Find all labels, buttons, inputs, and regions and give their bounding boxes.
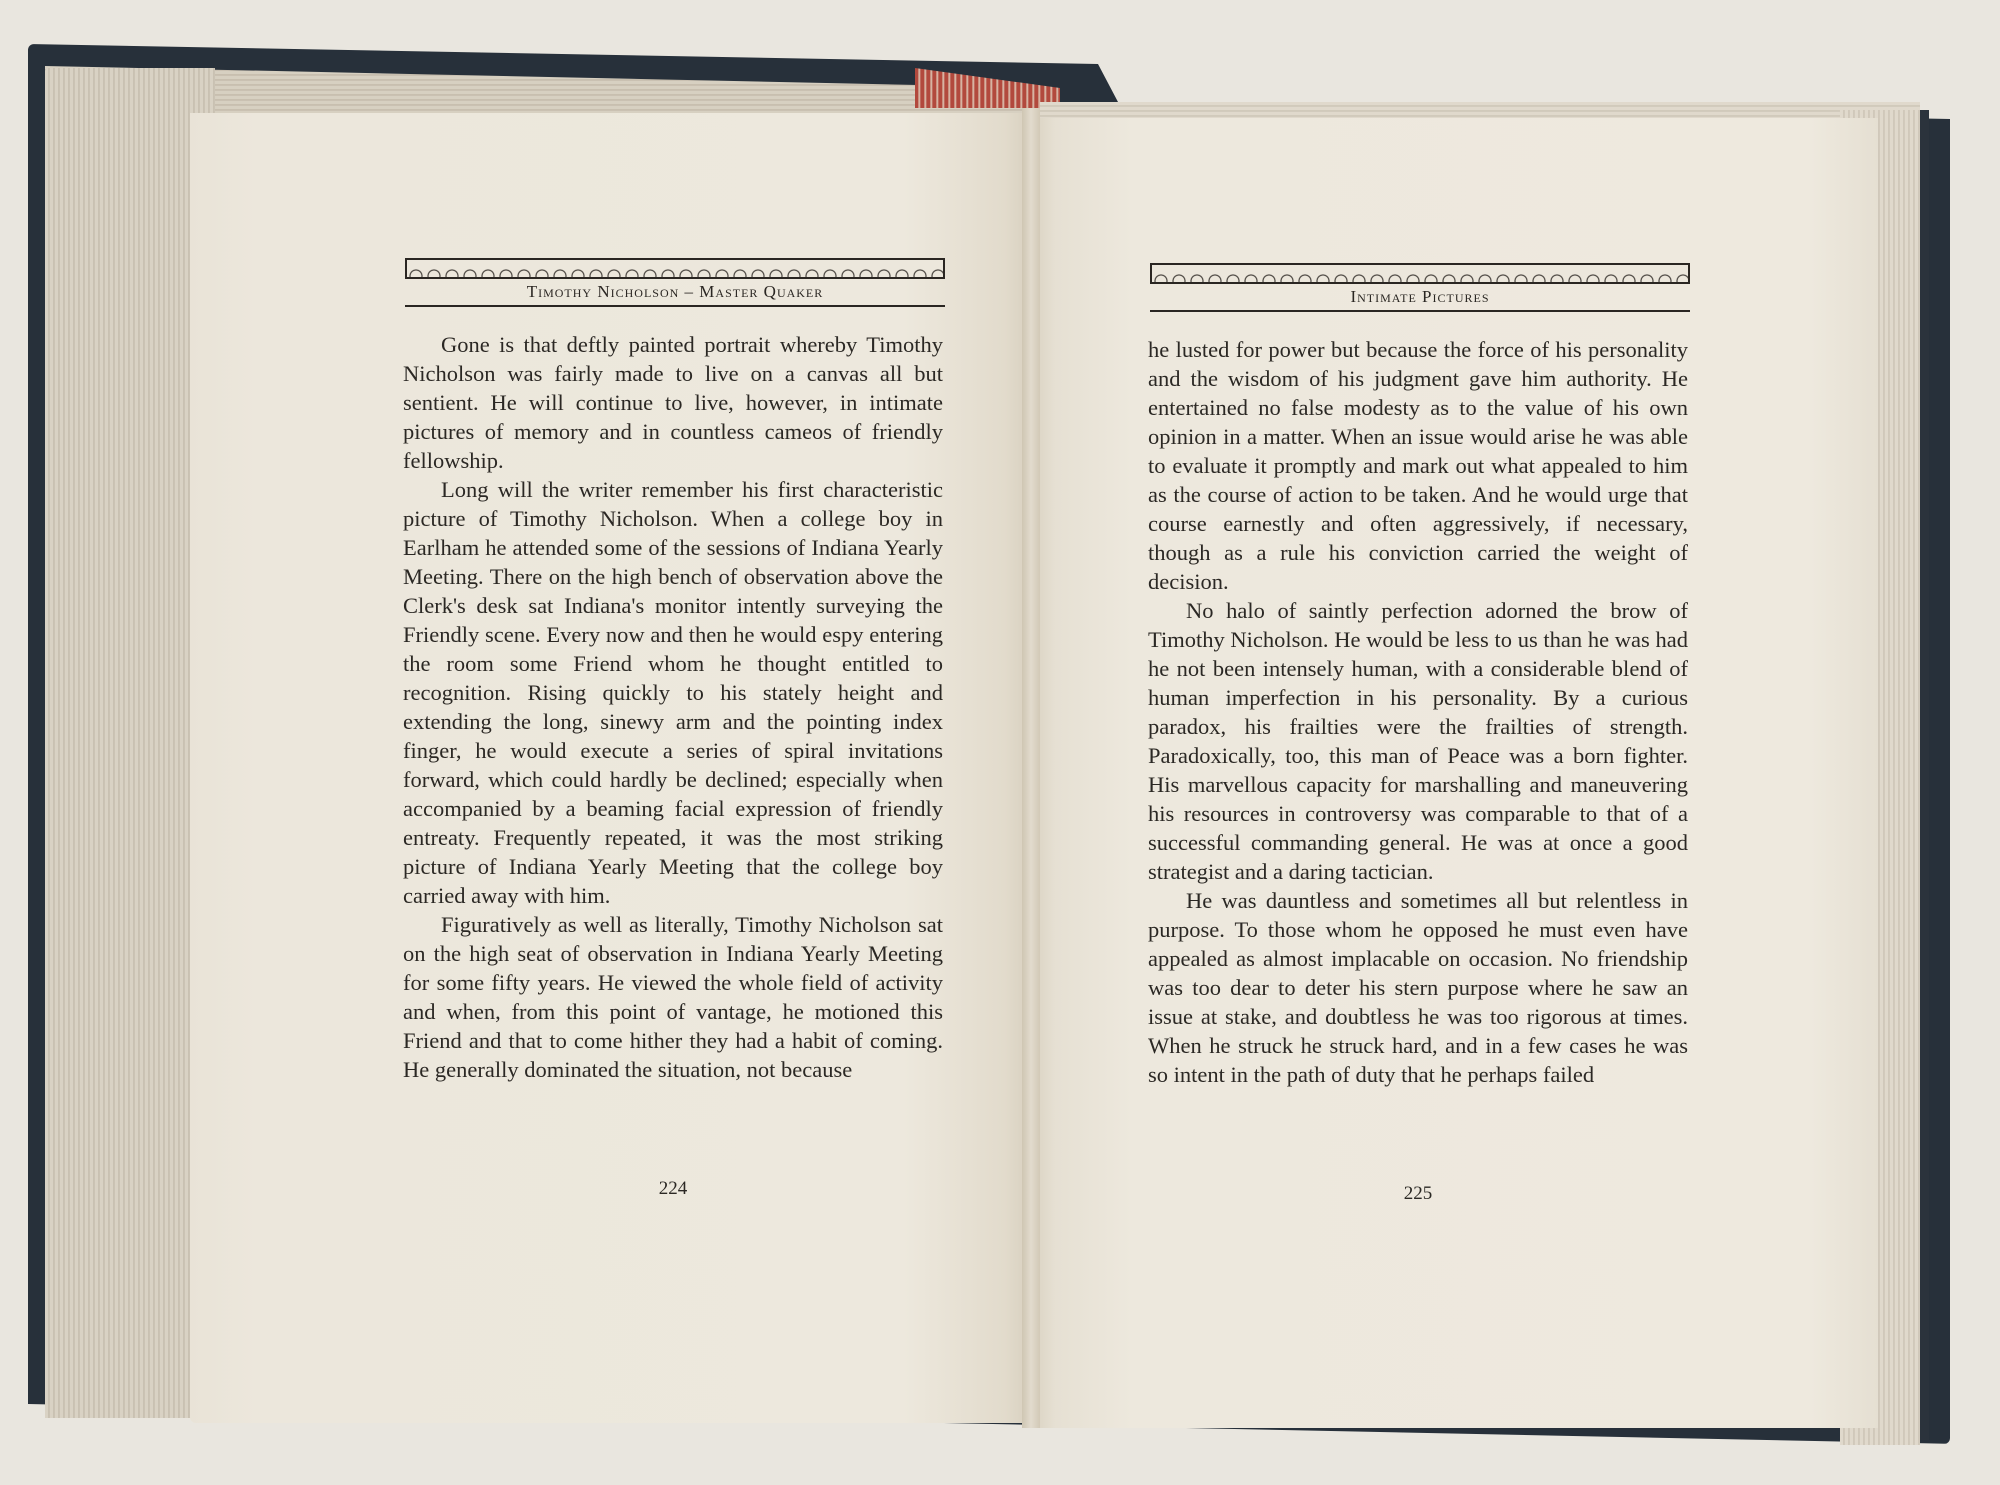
page-number-right: 225 <box>1403 1183 1433 1204</box>
right-page <box>1030 118 1878 1428</box>
header-ornament <box>1150 263 1690 284</box>
paragraph: No halo of saintly perfection adorned the brow of Timothy Nicholson. He would be less to us than he was had he not been intensely human, with a considerable blend of human imperfection in his personality. By a curious paradox, his frailties were the frailties of strength. Paradoxically, too, this man of Peace was a born fighter. His marvellous capacity for marshalling and maneuvering his resources in controversy was comparable to that of a successful commanding general. He was at once a good strategist and a daring tactician. <box>1148 598 1688 884</box>
left-running-head <box>405 258 945 307</box>
paragraph: Long will the writer remember his first characteristic picture of Timothy Nicholson. When a college boy in Earlham he attended some of the sessions of Indiana Yearly Meeting. There on the high bench of observation above the Clerk's desk sat Indiana's monitor intently surveying the Friendly scene. Every now and then he would espy entering the room some Friend whom he thought entitled to recognition. Rising quickly to his stately height and extending the long, sinewy arm and the pointing index finger, he would execute a series of spiral invitations forward, which could hardly be declined; especially when accompanied by a beaming facial expression of friendly entreaty. Frequently repeated, it was the most striking picture of Indiana Yearly Meeting that the college boy carried away with him. <box>403 477 943 908</box>
paragraph: he lusted for power but because the force of his personality and the wisdom of his judgment gave him authority. He entertained no false modesty as to the value of his own opinion in a matter. When an issue would arise he was able to evaluate it promptly and mark out what appealed to him as the course of action to be taken. And he would urge that course earnestly and often aggressively, if necessary, though as a rule his conviction carried the weight of decision. <box>1148 337 1688 594</box>
paragraph: He was dauntless and sometimes all but relentless in purpose. To those whom he opposed he must even have appealed as almost implacable on occasion. No friendship was too dear to deter his stern purpose where he saw an issue at stake, and doubtless he was too rigorous at times. When he struck he struck hard, and in a few cases he was so intent in the path of duty that he perhaps failed <box>1148 888 1688 1087</box>
paragraph: Figuratively as well as literally, Timothy Nicholson sat on the high seat of observation in Indiana Yearly Meeting for some fifty years. He viewed the whole field of activity and when, from this point of vantage, he motioned this Friend and that to come hither they had a habit of coming. He generally dominated the situation, not because <box>403 912 943 1082</box>
page-number-left: 224 <box>658 1178 688 1199</box>
right-running-head <box>1150 263 1690 312</box>
paragraph: Gone is that deftly painted portrait whereby Timothy Nicholson was fairly made to live on a canvas all but sentient. He will continue to live, however, in intimate pictures of memory and in countless cameos of friendly fellowship. <box>403 332 943 473</box>
left-page <box>190 113 1030 1423</box>
left-page-text <box>403 330 943 1084</box>
left-running-head-title: Timothy Nicholson – Master Quaker <box>405 279 945 307</box>
right-page-text <box>1148 335 1688 1089</box>
right-running-head-title: Intimate Pictures <box>1150 284 1690 312</box>
book-gutter <box>1022 108 1040 1428</box>
header-ornament <box>405 258 945 279</box>
